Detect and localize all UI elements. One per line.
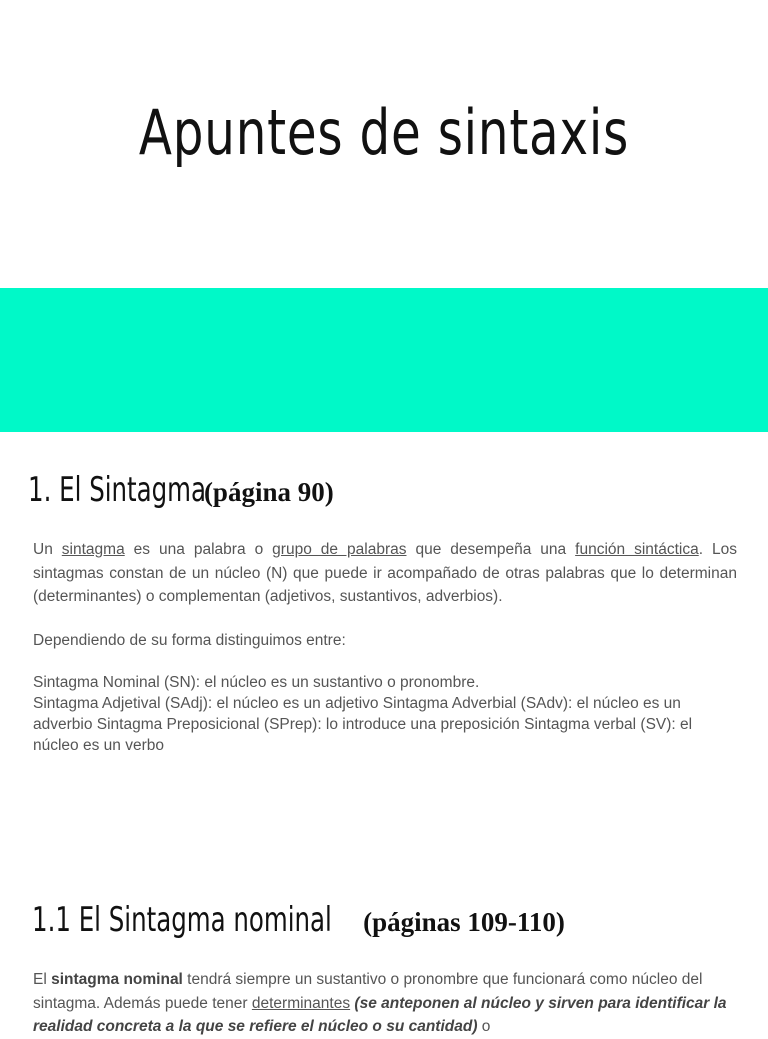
section-1-1-heading	[32, 900, 565, 940]
section-1-heading	[28, 470, 334, 510]
section-1-1-page-ref: (páginas 109-110)	[363, 907, 565, 937]
section-1-intro	[33, 538, 737, 609]
para-text: o	[477, 1018, 491, 1035]
sintagma-types-list: Sintagma Adjetival (SAdj): el núcleo es un adjetivo Sintagma Adverbial (SAdv): el núcleo es un adverbio Sintagma Preposicional (SPrep): lo introduce una preposición Sintagma verbal (SV): el núcleo es un verbo	[33, 695, 693, 754]
intro-text: . Los sintagmas constan de un núcleo (N) que puede ir acompañado de otras palabras que lo determinan (determinantes) o complementan (adjetivos, sustantivos, adverbios).	[33, 541, 737, 605]
section-1-title: 1. El Sintagma	[28, 470, 207, 510]
emphasis-determinantes: (se anteponen al núcleo y sirven para identificar la realidad concreta a la que se refiere el núcleo o su cantidad)	[33, 994, 727, 1035]
section-1-lead: Dependiendo de su forma distinguimos entre:	[33, 632, 346, 649]
document-title: Apuntes de sintaxis	[138, 96, 630, 169]
section-1-page-ref: (página 90)	[203, 477, 334, 507]
section-1-1-paragraph	[33, 968, 737, 1039]
accent-band	[0, 288, 768, 432]
para-text: El	[33, 971, 52, 988]
link-determinantes[interactable]: determinantes	[251, 994, 351, 1012]
para-text: tendrá siempre un sustantivo o pronombre que funcionará como núcleo del sintagma. Además puede tener	[33, 971, 703, 1012]
bold-sintagma-nominal: sintagma nominal	[51, 971, 183, 988]
intro-text: es una palabra o	[124, 541, 273, 558]
intro-text: Un	[33, 541, 62, 558]
sintagma-type-nominal: Sintagma Nominal (SN): el núcleo es un sustantivo o pronombre.	[33, 674, 480, 691]
link-sintagma[interactable]: sintagma	[61, 541, 125, 558]
section-1-1-title: 1.1 El Sintagma nominal	[32, 900, 332, 940]
intro-text: que desempeña una	[406, 541, 576, 558]
link-funcion-sintactica[interactable]: función sintáctica	[575, 541, 699, 558]
link-grupo-de-palabras[interactable]: grupo de palabras	[272, 541, 407, 558]
